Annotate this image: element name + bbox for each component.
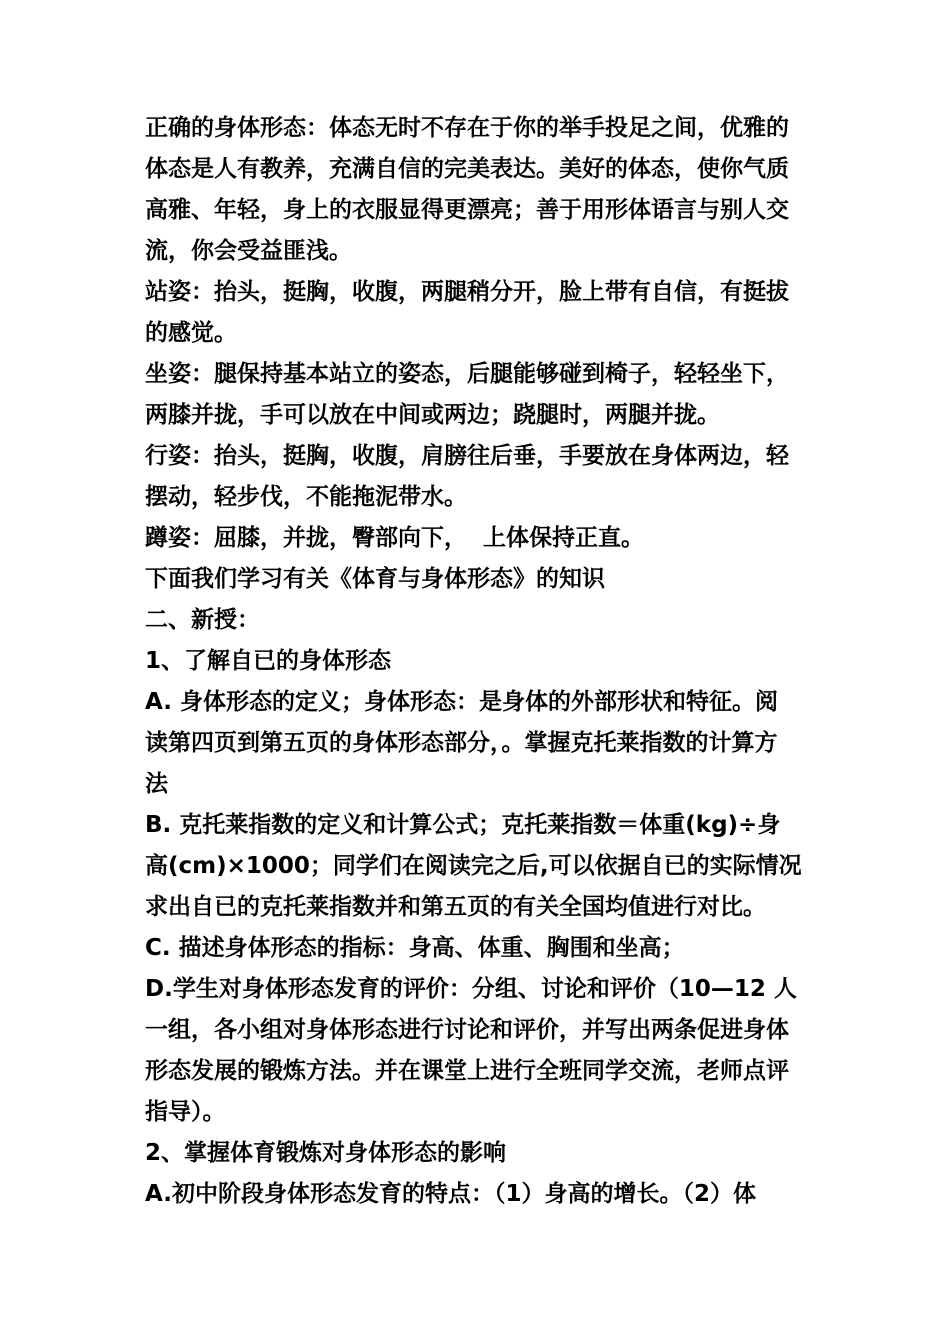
text-line: 高(cm)×1000；同学们在阅读完之后,可以依据自已的实际情况 [145, 853, 802, 879]
text-line: 读第四页到第五页的身体形态部分，。掌握克托莱指数的计算方 [145, 730, 778, 756]
text-line: 摆动，轻步伐，不能拖泥带水。 [145, 484, 467, 510]
text-line: A.初中阶段身体形态发育的特点：（1）身高的增长。（2）体 [145, 1181, 756, 1207]
text-line: B. 克托莱指数的定义和计算公式；克托莱指数＝体重(kg)÷身 [145, 812, 781, 838]
section-heading: 二、新授： [145, 607, 260, 633]
document-body [145, 108, 815, 1215]
subsection-heading: 2、掌握体育锻炼对身体形态的影响 [145, 1140, 507, 1166]
text-line: 下面我们学习有关《体育与身体形态》的知识 [145, 566, 605, 592]
text-line: 流，你会受益匪浅。 [145, 238, 352, 264]
text-line: 指导）。 [145, 1099, 226, 1125]
subsection-heading: 1、了解自已的身体形态 [145, 648, 392, 674]
text-line: D.学生对身体形态发育的评价：分组、讨论和评价（10—12 人 [145, 976, 797, 1002]
text-line: 两膝并拢，手可以放在中间或两边；跷腿时，两腿并拢。 [145, 402, 720, 428]
text-line: 体态是人有教养，充满自信的完美表达。美好的体态，使你气质 [145, 156, 789, 182]
text-line: 蹲姿：屈膝，并拢，臀部向下， 上体保持正直。 [145, 525, 645, 551]
text-line: 坐姿：腿保持基本站立的姿态，后腿能够碰到椅子，轻轻坐下， [145, 361, 789, 387]
text-line: 求出自已的克托莱指数并和第五页的有关全国均值进行对比。 [145, 894, 766, 920]
text-line: 正确的身体形态：体态无时不存在于你的举手投足之间，优雅的 [145, 115, 789, 141]
text-line: A. 身体形态的定义；身体形态：是身体的外部形状和特征。阅 [145, 689, 778, 715]
text-line: 的感觉。 [145, 320, 237, 346]
text-line: 形态发展的锻炼方法。并在课堂上进行全班同学交流，老师点评 [145, 1058, 789, 1084]
text-line: 法 [145, 771, 168, 797]
text-line: 一组，各小组对身体形态进行讨论和评价，并写出两条促进身体 [145, 1017, 789, 1043]
text-line: 站姿：抬头，挺胸，收腹，两腿稍分开，脸上带有自信，有挺拔 [145, 279, 789, 305]
text-line: 高雅、年轻，身上的衣服显得更漂亮；善于用形体语言与别人交 [145, 197, 789, 223]
text-line: 行姿：抬头，挺胸，收腹，肩膀往后垂，手要放在身体两边，轻 [145, 443, 789, 469]
text-line: C. 描述身体形态的指标：身高、体重、胸围和坐高； [145, 935, 685, 961]
